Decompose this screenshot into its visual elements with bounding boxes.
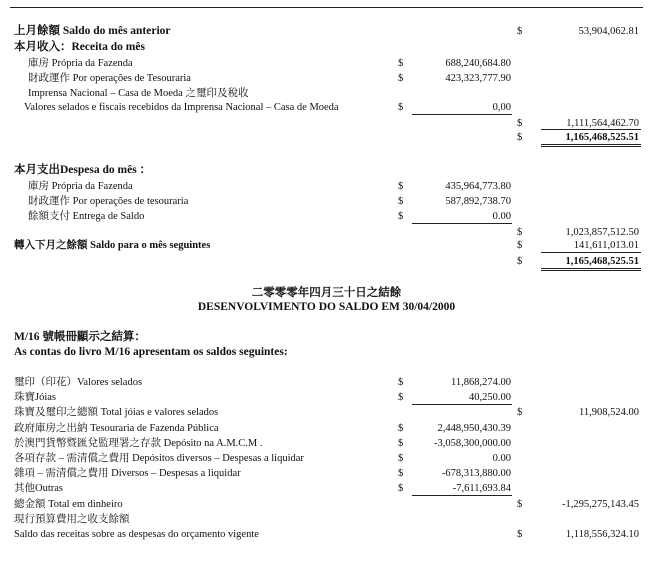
book-rule [412, 495, 512, 496]
receipt-row-label: Valores selados e fiscais recebidos da Imprensa Nacional – Casa de Moeda [24, 102, 339, 113]
book-rule [412, 404, 512, 405]
budget-label-chinese: 現行預算費用之收支餘額 [14, 514, 130, 525]
book-row-currency: $ [517, 407, 523, 418]
book-total-amount: -1,295,275,143.45 [562, 499, 639, 510]
book-row-label: 於澳門貨幣暨匯兌監理署之存款 Depósito na A.M.C.M . [14, 438, 263, 449]
receipts-total-amount: 1,165,468,525.51 [565, 132, 639, 143]
expense-row-label: 餘額支付 Entrega de Saldo [28, 211, 145, 222]
total-rule [541, 268, 641, 269]
book-heading-chinese: M/16 號帳冊顯示之結算： [14, 331, 146, 343]
receipt-row-currency: $ [398, 73, 404, 84]
book-row-amount: -7,611,693.84 [452, 483, 511, 494]
book-row-amount: 11,908,524.00 [579, 407, 639, 418]
carry-label: 轉入下月之餘額 Saldo para o mês seguintes [14, 240, 211, 251]
receipt-row-label: 庫房 Própria da Fazenda [28, 58, 133, 69]
receipt-row-amount: 0,00 [492, 102, 511, 113]
book-heading: As contas do livro M/16 apresentam os saldos seguintes: [14, 346, 288, 358]
receipt-row-amount: 688,240,684.80 [445, 58, 511, 69]
book-row-label: 政府庫房之出納 Tesouraria de Fazenda Pública [14, 423, 219, 434]
expense-row-amount: 0.00 [492, 211, 511, 222]
book-row-label: 珠寶Jóias [14, 392, 56, 403]
expense-row-currency: $ [398, 211, 404, 222]
opening-label: 上月餘額 Saldo do mês anterior [14, 25, 171, 37]
total-double-rule [541, 270, 641, 271]
carry-rule [541, 252, 641, 253]
book-total-label: 總金額 Total em dinheiro [14, 499, 123, 510]
opening-currency: $ [517, 26, 523, 37]
carry-currency: $ [517, 240, 523, 251]
expense-row-label: 財政運作 Por operações de tesouraria [28, 196, 189, 207]
book-row-amount: -678,313,880.00 [441, 468, 511, 479]
book-row-amount: 2,448,950,430.39 [437, 423, 511, 434]
receipts-total-currency: $ [517, 132, 523, 143]
expenses-total-amount: 1,165,468,525.51 [565, 256, 639, 267]
expense-row-amount: 435,964,773.80 [445, 181, 511, 192]
section-title-chinese: 二零零零年四月三十日之結餘 [251, 287, 402, 299]
book-row-currency: $ [398, 392, 404, 403]
book-row-currency: $ [398, 438, 404, 449]
expense-row-currency: $ [398, 196, 404, 207]
total-double-rule [541, 146, 641, 147]
book-row-label: 其他Outras [14, 483, 63, 494]
expense-row-currency: $ [398, 181, 404, 192]
receipts-subtotal-amount: 1,111,564,462.70 [566, 118, 639, 129]
receipt-row-currency: $ [398, 58, 404, 69]
receipt-row-amount: 423,323,777.90 [445, 73, 511, 84]
book-row-amount: -3,058,300,000.00 [434, 438, 511, 449]
top-rule [10, 7, 643, 8]
section-title: DESENVOLVIMENTO DO SALDO EM 30/04/2000 [197, 301, 456, 313]
book-row-currency: $ [398, 377, 404, 388]
budget-label: Saldo das receitas sobre as despesas do orçamento vigente [14, 529, 259, 540]
expenses-heading: 本月支出Despesa do mês ： [14, 164, 152, 176]
expense-row-label: 庫房 Própria da Fazenda [28, 181, 133, 192]
receipts-rule [412, 114, 512, 115]
book-row-currency: $ [398, 468, 404, 479]
expenses-total-currency: $ [517, 256, 523, 267]
receipt-row-label: Imprensa Nacional – Casa de Moeda 之璽印及稅收 [28, 88, 249, 99]
book-total-currency: $ [517, 499, 523, 510]
expenses-subtotal-currency: $ [517, 227, 523, 238]
expenses-rule [412, 223, 512, 224]
expense-row-amount: 587,892,738.70 [445, 196, 511, 207]
receipt-row-currency: $ [398, 102, 404, 113]
book-row-label: 各項存款 – 需清償之費用 Depósitos diversos – Despesas a liquidar [14, 453, 304, 464]
subtotal-rule [541, 129, 641, 130]
book-row-currency: $ [398, 423, 404, 434]
book-row-currency: $ [398, 453, 404, 464]
book-row-amount: 40,250.00 [469, 392, 511, 403]
budget-amount: 1,118,556,324.10 [565, 529, 639, 540]
expenses-subtotal-amount: 1,023,857,512.50 [565, 227, 639, 238]
book-row-currency: $ [398, 483, 404, 494]
receipt-row-label: 財政運作 Por operações de Tesouraria [28, 73, 191, 84]
book-row-amount: 0.00 [492, 453, 511, 464]
book-row-label: 璽印（印花）Valores selados [14, 377, 143, 388]
receipts-subtotal-currency: $ [517, 118, 523, 129]
book-row-amount: 11,868,274.00 [451, 377, 511, 388]
receipts-heading: 本月收入：Receita do mês [14, 41, 145, 53]
book-row-label: 雜項 – 需清償之費用 Diversos – Despesas a liquidar [14, 468, 241, 479]
book-row-label: 珠寶及璽印之總額 Total jóias e valores selados [14, 407, 219, 418]
budget-currency: $ [517, 529, 523, 540]
carry-amount: 141,611,013.01 [573, 240, 639, 251]
total-rule [541, 144, 641, 145]
opening-amount: 53,904,062.81 [578, 26, 639, 37]
